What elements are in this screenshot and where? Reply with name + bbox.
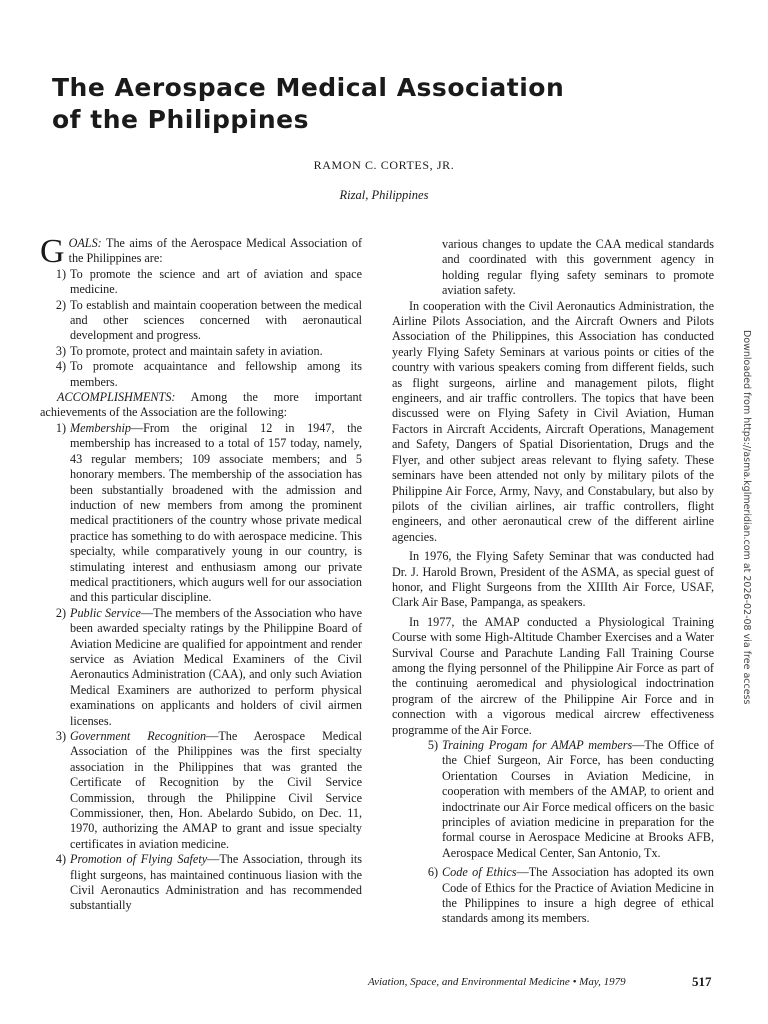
goals-paragraph <box>40 233 362 270</box>
goal-item: 3) To promote, protect and maintain safety in aviation. <box>55 343 323 358</box>
accomplishment-item: 3) Government Recognition—The Aerospace Medical Association of the Philippines was the first specialty association in the Philippines that was granted the Certificate of Recognition by the Civil Service Commission, through the Philippine Civil Service Commissioner, then, Hon. Abelardo Subido, on Dec. 11, 1970, authorizing the AMAP to grant and issue specialty certificates in aviation medicine. <box>55 729 362 851</box>
drop-cap: G <box>40 233 65 270</box>
body-paragraph: In 1976, the Flying Safety Seminar that was conducted had Dr. J. Harold Brown, President of the ASMA, as special guest of honor, and Flight Surgeons from the XIIIth Air Force, USAF, Clark Air Base, Pampanga, as speakers. <box>392 549 714 610</box>
right-column <box>392 237 714 927</box>
item-label: Training Progam for AMAP members <box>442 738 633 752</box>
goal-item: 2) To establish and maintain cooperation between the medical and other sciences concerned with aeronautical development and progress. <box>55 297 362 343</box>
item-label: Public Service <box>70 605 141 620</box>
journal-citation: Aviation, Space, and Environmental Medicine • May, 1979 <box>368 976 626 988</box>
page-number: 517 <box>692 974 712 989</box>
accomplishment-item: 1) Membership—From the original 12 in 1947, the membership has increased to a total of 157 today, namely, 43 regular members; 109 associate members; and 5 honorary members. The membership of the association has been substantially broadened with the admission and induction of new members from among the prominent medical practitioners of the country whose private medical practice has something to do with aerospace medicine. This specialty, while comparatively young in our country, is stimulating interest and enthusiasm among our private medical practitioners, which augurs well for our association and this particular discipline. <box>55 420 362 605</box>
goal-item: 1) To promote the science and art of aviation and space medicine. <box>55 266 362 297</box>
accomplishments-intro: Among the more important achievements of the Association are the following: <box>40 390 362 420</box>
accomplishment-item: 5) Training Progam for AMAP members—The Office of the Chief Surgeon, Air Force, has been conducting Orientation Courses in Aviation Medicine, in cooperation with members of the AMAP, to orient and indoctrinate our Air Force medical officers on the basic principles of aviation medicine in preparation for the formal course in Aerospace Medicine at Brooks AFB, Aerospace Medical Center, San Antonio, Tx. <box>427 738 714 860</box>
body-paragraph: In 1977, the AMAP conducted a Physiological Training Course with some High-Altitude Chamber Exercises and a Water Survival Course and Parachute Landing Fall Training Course among the flying personnel of the Philippine Air Force as part of the continuing aeromedical and physiological indoctrination program of the aircrew of the Philippine Air Force and in connection with a vigorous medical aircrew effectiveness programme of the Air Force. <box>392 614 714 737</box>
continuation-text: various changes to update the CAA medical standards and coordinated with this government agency in holding regular flying safety seminars to promote aviation safety. <box>442 237 714 298</box>
body-paragraph: In cooperation with the Civil Aeronautics Administration, the Airline Pilots Association, and the Aircraft Owners and Pilots Association of the Philippines, this Association has conducted yearly Flying Safety Seminars at various points or cities of the country with various speakers coming from different fields, such as flight surgeons, airline and management pilots, flight engineers, and air traffic controllers. The topics that have been discussed were on Flying Safety in Civil Aviation, Human Factors in Aircraft Accidents, Aircraft Operations, Management and Safety, Dangers of Spatial Disorientation, Drugs and the Flyer, and other subject areas relevant to flying safety. These seminars have been attended not only by military pilots of the Philippine Air Force, Army, Navy, and Constabulary, but also by pilots of the civilian airlines, air traffic controllers, flight engineers, and other aeronautical crew of the different airline agencies. <box>392 298 714 544</box>
goal-item: 4) To promote acquaintance and fellowship among its members. <box>55 359 362 389</box>
left-column <box>40 233 362 914</box>
title-line-2: of the Philippines <box>52 105 309 134</box>
title-line-1: The Aerospace Medical Association <box>52 73 565 102</box>
accomplishment-item: 6) Code of Ethics—The Association has adopted its own Code of Ethics for the Practice of Aviation Medicine in the Philippines to insure a high degree of ethical standards among its members. <box>427 865 715 926</box>
accomplishment-item: 4) Promotion of Flying Safety—The Association, through its flight surgeons, has maintained continuous liasion with the Civil Aeronautics Administration and has recommended substantially <box>55 852 362 913</box>
goals-intro: The aims of the Aerospace Medical Association of the Philippines are: <box>68 236 362 266</box>
item-label: Code of Ethics <box>442 865 517 880</box>
download-notice: Downloaded from https://asma.kglmeridian.com at 2026-02-08 via free access <box>741 330 752 705</box>
article-title <box>52 72 712 136</box>
goals-heading: OALS: <box>68 236 102 250</box>
item-label: Government Recognition <box>70 729 207 743</box>
accomplishment-item: 2) Public Service—The members of the Association who have been awarded specialty ratings by the Philippine Board of Aviation Medicine are qualified for appointment and render service as Aviation Medical Examiners of the Civil Aeronautics Administration (CAA), and only such Aviation Medical Examiners are authorized to perform physical examinations on applicants and holders of civil airmen licenses. <box>55 605 362 728</box>
accomplishments-paragraph <box>40 390 362 421</box>
author-affiliation: Rizal, Philippines <box>339 188 429 202</box>
item-label: Membership <box>70 420 131 435</box>
item-label: Promotion of Flying Safety <box>70 852 208 867</box>
author-name: RAMON C. CORTES, JR. <box>313 158 455 172</box>
accomplishments-heading: ACCOMPLISHMENTS: <box>57 390 176 405</box>
